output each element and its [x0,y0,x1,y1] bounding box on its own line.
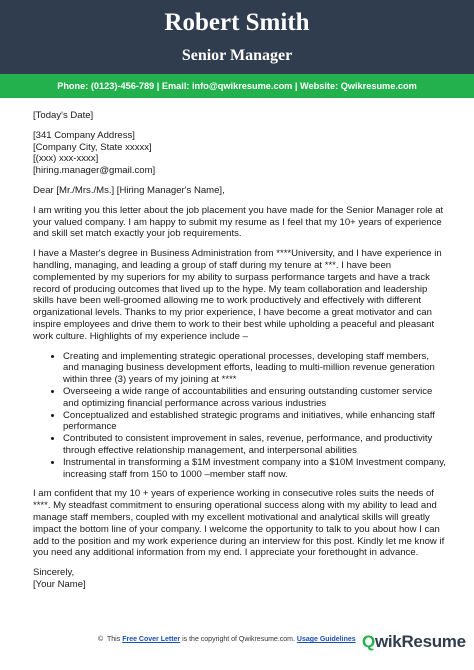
usage-guidelines-link[interactable]: Usage Guidelines [296,636,356,643]
experience-paragraph: I have a Master's degree in Business Administration from ****University, and I have experience in handling, managing, and leading a group of staff during my tenure at ***. I have been complemented by my superiors for my ability to surpass performance targets and have a track record of producing outcomes that lived up to the hype. My team collaboration and leadership skills have been well-groomed allowing me to work productively and effectively with different organizational levels. Thanks to my prior experience, I have become a great motivator and can inspire employees and drive them to work to their best while upholding a peaceful and pleasant work culture. Highlights of my experience include – [33,248,442,342]
letter-date: [Today's Date] [33,110,94,121]
candidate-role: Senior Manager [181,47,293,64]
footer [0,632,474,654]
list-item: • Instrumental in transforming a $1M investment company into a $10M Investment company, increasing staff from 150 to 1000 –member staff now. [63,457,447,481]
address-line: [hiring.manager@gmail.com] [33,165,156,177]
list-item: • Creating and implementing strategic operational processes, developing staff members, and managing business development efforts, leading to multi-million revenue generation within three (3) years of my joining at **** [63,351,447,386]
list-item: • Contributed to consistent improvement in sales, revenue, performance, and productivity through effective relationship management, and interpersonal abilities [63,433,447,457]
free-cover-letter-link[interactable]: Free Cover Letter [122,636,181,643]
closing-paragraph: I am confident that my 10 + years of experience working in consecutive roles suits the needs of ****. My steadfast commitment to ensuring operational success along with my ability to lead and manage staff members, coupled with my excellent motivational and analytical skills will greatly impact the bottom line of your company. I welcome the opportunity to talk to you about how I can add to the position and my work experience during an interview for this post. Kindly let me know if you need any additional information from my end. I appreciate your forethought in advance. [33,488,445,559]
copyright-icon: © [98,636,104,643]
signoff: Sincerely, [33,567,75,579]
footer-middle: is the copyright of Qwikresume.com. [182,636,295,643]
candidate-name: Robert Smith [164,9,310,36]
letter-body [33,110,447,599]
address-line: [341 Company Address] [33,129,135,141]
header-banner [0,0,474,74]
logo-text: wikResume [374,632,466,651]
signature: [Your Name] [33,578,86,590]
address-line: [Company City, State xxxxx] [33,141,152,153]
qwikresume-logo [362,632,466,652]
intro-paragraph: I am writing you this letter about the job placement you have made for the Senior Manager role at your valued company. I am happy to submit my resume as I feel that my 10+ years of experience and skill set match exactly your job requirements. [33,204,444,240]
list-item: • Conceptualized and established strategic programs and initiatives, while enhancing staff performance [63,410,447,434]
recipient-address [33,130,447,177]
footer-text [98,636,356,643]
signoff-block [33,567,447,591]
footer-prefix: This [107,636,121,643]
address-line: [(xxx) xxx-xxxx] [33,153,99,165]
highlights-list [33,351,447,481]
contact-bar: Phone: (0123)-456-789 | Email: info@qwikresume.com | Website: Qwikresume.com [0,74,474,98]
logo-q: Q [362,632,375,651]
salutation: Dear [Mr./Mrs./Ms.] [Hiring Manager's Name], [33,184,225,196]
list-item: • Overseeing a wide range of accountabilities and ensuring outstanding customer service and optimizing financial performance across various industries [63,386,447,410]
